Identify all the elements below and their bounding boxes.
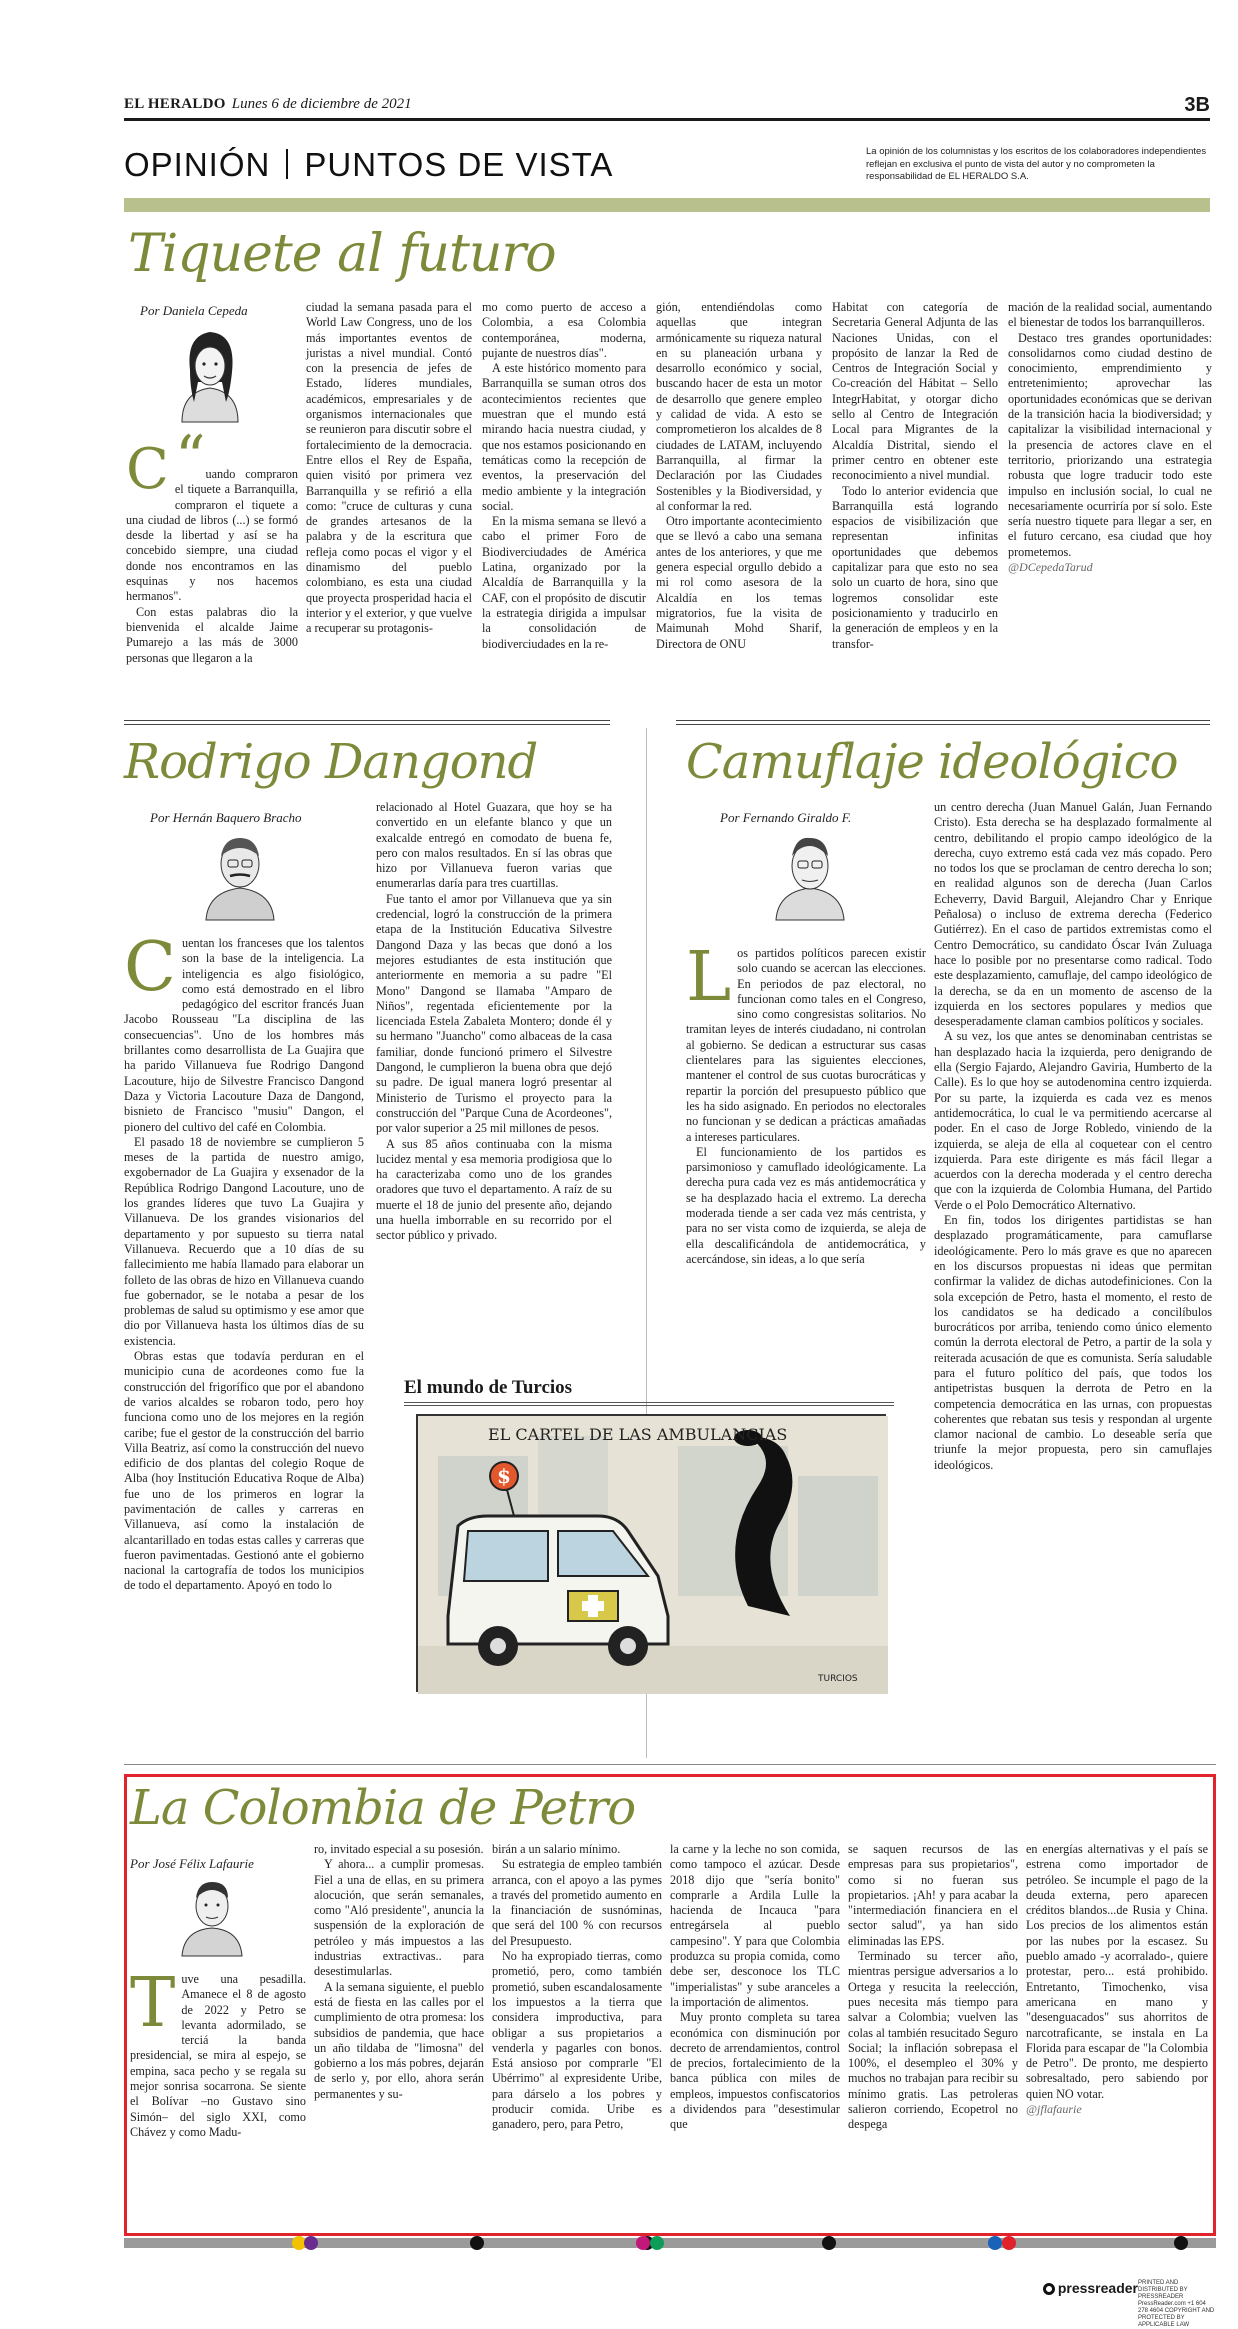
- article1-paragraph: Con estas palabras dio la bienvenida el alcalde Jaime Pumarejo a las más de 3000 personas que llegaron a la: [126, 604, 298, 665]
- article1-paragraph: mo como puerto de acceso a Colombia, a esa Colombia contemporánea, moderna, pujante de nuestros días".: [482, 300, 646, 360]
- registration-dot: [1174, 2236, 1188, 2250]
- article3-paragraph: os partidos políticos parecen existir solo cuando se acercan las elecciones. En periodos de paz electoral, no funcionan como tales en el Congreso, sino como congresistas solitarios. No tramitan leyes de interés ciudadano, ni controlan al gobierno. Se dedican a estructurar sus casas clientelares para las siguientes elecciones, mantener el control de sus cuotas burocráticas y repartir la porción del presupuesto público que les ha sido asignado. En periodos no electorales no funcionan y se dedican a prácticas amañadas a intereses particulares.: [686, 946, 926, 1144]
- article1-column-4: [656, 300, 822, 680]
- article3-paragraph: En fin, todos los dirigentes partidistas se han desplazado programáticamente, para camuflarse ideológicamente. Pero lo más grave es que no aparecen en los discursos propuestas ni ideas que permitan confirmar la validez de dichas autodefiniciones. Con la sola excepción de Petro, hasta el momento, el resto de los candidatos se ha dedicado a concilíbulos burocráticos por arriba, teniendo como único elemento común la derrota electoral de Petro, a partir de la sola y reiterada acusación de que es comunista. Sería saludable para el futuro político del país, que todos los antipetristas busquen la derrota de Petro en la competencia democrática en las urnas, con propuestas coherentes que rebatan sus tesis y respondan al urgente clamor nacional de cambio. Lo deseable sería que triunfe la mejor propuesta, pero sin camuflajes ideológicos.: [934, 1213, 1212, 1472]
- article3-column-2: [934, 800, 1212, 1760]
- article3-paragraph: El funcionamiento de los partidos es parsimonioso y camuflado ideológicamente. La derecha pura cada vez es más antidemocrática y se ha desplazado hacia el extremo. La derecha moderada tiende a ser cada vez más centrista, y para no ser vista como de izquierda, se aleja de ella descalificándola de antidemocrática, y acercándose, sin ideas, a lo que sería: [686, 1144, 926, 1266]
- article1-column-2: [306, 300, 472, 680]
- registration-dot: [988, 2236, 1002, 2250]
- article4-author-portrait: [176, 1872, 248, 1956]
- section-header: [124, 146, 613, 184]
- article4-paragraph: la carne y la leche no son comida, como tampoco el azúcar. Desde 2018 dijo que "sería bonito" comprarle a Ardila Lulle la hacienda de Incauca "para entregársela al pueblo campesino". Y para que Colombia produzca su propia comida, como debe ser, desconoce los TLC "imperialistas" y sube aranceles a la importación de alimentos.: [670, 1842, 840, 2009]
- article2-paragraph: uentan los franceses que los talentos son la base de la inteligencia. La inteligencia es algo fisiológico, como está demostrado en el libro pedagógico del escritor francés Juan Jacobo Rousseau "La disciplina de las consecuencias". Uno de los hombres más brillantes como desarrollista de La Guajira que ha parido Villanueva fue Rodrigo Dangond Lacouture, hijo de Silvestre Francisco Dangond Daza y Victoria Lacouture Daza de Dangond, bisnieto de Francisco "musiu" Dangon, el pionero del cultivo del café en Colombia.: [124, 936, 364, 1134]
- article1-title: Tiquete al futuro: [128, 224, 556, 284]
- cartoon-signature: TURCIOS: [818, 1674, 858, 1684]
- pressreader-icon: [1043, 2283, 1055, 2295]
- article1-paragraph: gión, entendiéndolas como aquellas que integran armónicamente su riqueza natural en su planeación urbana y desarrollo económico y social, buscando hacer de esta un motor de desarrollo que genere empleo y calidad de vida. A esto se comprometieron los alcaldes de 8 ciudades de LATAM, incluyendo Barranquilla, al firmar la Declaración por las Ciudades Sostenibles y la Biodiversidad, y al conformar la red.: [656, 300, 822, 513]
- article1-signature: @DCepedaTarud: [1008, 560, 1093, 575]
- separator-rule: [124, 720, 610, 725]
- article3-dropcap: L: [686, 938, 732, 1017]
- article2-author-portrait: [198, 826, 282, 920]
- article1-paragraph: Habitat con categoría de Secretaria General Adjunta de las Naciones Unidas, con el propósito de lanzar la Red de Centros de Integración Social y Co-creación del Hábitat – Sello IntegrHabitat, y otorgar dicho sello al Centro de Integración Local para Migrantes de la Alcaldía Distrital, siendo el primer centro en obtener este reconocimiento a nivel mundial.: [832, 300, 998, 483]
- article4-paragraph: No ha expropiado tierras, como prometió, pero, como también prometió, suben escandalosamente los impuestos a la tierra que considera improductiva, para obligar a sus propietarios a venderla y pagarles con bonos. Está ansioso por comprarle "El Ubérrimo" al expresidente Uribe, para dárselo a los pobres y producir comida. Uribe es ganadero, pero, para Petro,: [492, 1949, 662, 2132]
- article3-byline: Por Fernando Giraldo F.: [720, 810, 852, 825]
- print-registration-strip: [124, 2238, 1216, 2248]
- section-accent-bar: [124, 198, 1210, 212]
- article4-paragraph: birán a un salario mínimo.: [492, 1842, 621, 1856]
- separator-rule: [124, 1764, 1216, 1765]
- registration-dot: [470, 2236, 484, 2250]
- article2-column-2: [376, 800, 612, 1360]
- pressreader-brand: pressreader: [1057, 2280, 1138, 2296]
- section-subname: PUNTOS DE VISTA: [304, 146, 614, 183]
- article4-column-6: [1026, 1842, 1208, 2230]
- article1-paragraph: Todo lo anterior evidencia que Barranquilla está logrando espacios de visibilización que representan infinitas oportunidades que debemos capitalizar para que esto no sea solo un cuarto de hora, sino que logremos consolidar este posicionamiento y traducirlo en la generación de empleos y en la transfor-: [832, 483, 998, 651]
- cartoon-rule: [404, 1402, 894, 1406]
- pressreader-logo: [1043, 2280, 1138, 2296]
- quote-mark-icon: “: [174, 423, 206, 493]
- article1-paragraph: En la misma semana se llevó a cabo el primer Foro de Biodiverciudades de América Latina, organizado por la Alcaldía de Barranquilla y la CAF, con el propósito de discutir la estrategia dirigida a impulsar la consolidación de biodiverciudades en la re-: [482, 514, 646, 651]
- article4-column-1: [130, 1964, 306, 2230]
- article1-column-5: [832, 300, 998, 680]
- article1-column-3: [482, 300, 646, 680]
- disclaimer: La opinión de los columnistas y los escritos de los colaboradores independientes reflejan en exclusiva el punto de vista del autor y no comprometen la responsabilidad de EL HERALDO S.A.: [866, 146, 1207, 182]
- article4-column-5: [848, 1842, 1018, 2230]
- registration-dot: [304, 2236, 318, 2250]
- article3-title: Camuflaje ideológico: [686, 734, 1178, 790]
- issue-date: Lunes 6 de diciembre de 2021: [231, 96, 412, 112]
- article1-column-6: [1008, 300, 1212, 690]
- article1-author-portrait: [168, 322, 252, 422]
- article4-paragraph: Terminado su tercer año, mientras persigue adversarios a lo Ortega y resucita la reelección, pues necesita más tiempo para salvar a Colombia; vuelven las colas al también resucitado Seguro Social; la inflación sobrepasa el 100%, el desempleo el 30% y muchos no trabajan para recibir su mínimo gratis. Las petroleras salieron corriendo, Ecopetrol no despega: [848, 1949, 1018, 2132]
- registration-dot: [636, 2236, 650, 2250]
- section-name: OPINIÓN: [124, 146, 271, 183]
- masthead: [124, 96, 412, 113]
- article1-byline: Por Daniela Cepeda: [140, 303, 248, 318]
- cartoon-caption: EL CARTEL DE LAS AMBULANCIAS: [488, 1425, 788, 1444]
- article4-column-3: [492, 1842, 662, 2230]
- article2-paragraph: Obras estas que todavía perduran en el municipio cuna de acordeones como fue la construcción del frigorífico que por el abandono de varios alcaldes se robaron todo, pero hoy funciona como uno de los mejores en la región caribe; fue el gestor de la construcción del barrio Villa Beatriz, así como la construcción del nuevo edificio de dos plantas del colegio Roque de Alba (hoy Institución Educativa Roque de Alba) fue uno de los primeros en lograr la pavimentación de calles y carreras en Villanueva, así como la instalación de alcantarillado en todas estas calles y carreras que fueron pavimentadas. Gestionó ante el gobierno nacional la cartografía de todos los municipios de todo el departamento. Apoyó en todo lo: [124, 1349, 364, 1593]
- registration-dot: [1002, 2236, 1016, 2250]
- pressreader-note: PRINTED AND DISTRIBUTED BY PRESSREADER PressReader.com +1 604 278 4604 COPYRIGHT AND PROTECTED BY APPLICABLE LAW: [1138, 2280, 1215, 2328]
- article2-dropcap: C: [124, 928, 177, 1007]
- article2-paragraph: Fue tanto el amor por Villanueva que ya sin credencial, logró la construcción de la primera etapa de la Institución Educativa Silvestre Dangond Daza y las becas que donó a los mejores estudiantes de esta institución que anteriormente en memoria a su padre "El Mono" Dangond se llamaba "Amparo de Niños", regentada eficientemente por la licenciada Estela Zabaleta Montero; donde él y su hermano "Juancho" como albaceas de la casa familiar, donde funcionó primero el Silvestre Dangond, le cumplieron la buena obra que dejó su padre. De igual manera logró presentar al Ministerio de Turismo el proyecto para la construcción del "Parque Cuna de Acordeones", por valor superior a 25 mil millones de pesos.: [376, 891, 612, 1136]
- separator-rule: [676, 720, 1210, 725]
- paper-name: EL HERALDO: [124, 96, 226, 112]
- article4-paragraph: A la semana siguiente, el pueblo está de fiesta en las calles por el cumplimiento de otra promesa: los subsidios de pandemia, que hace un año tildaba de "limosna" del gobierno a los más pobres, dejarán de serlo y, por ello, ahora serán permanentes y su-: [314, 1979, 484, 2101]
- article2-paragraph: A sus 85 años continuaba con la misma lucidez mental y esa memoria prodigiosa que lo ha caracterizaba como uno de los grandes oradores que tuvo el departamento. A raíz de su muerte el 18 de junio del presente año, dejando una huella imborrable en su recorrido por el sector público y privado.: [376, 1136, 612, 1243]
- article2-paragraph: relacionado al Hotel Guazara, que hoy se ha convertido en un elefante blanco y que un exalcalde entregó en comodato de buena fe, pero con malos resultados. En sí las obras que hizo por Villanueva fueron varias que enumerarlas daría para tres cuartillas.: [376, 800, 612, 891]
- article1-paragraph: ciudad la semana pasada para el World Law Congress, uno de los más importantes eventos de juristas a nivel mundial. Contó con la presencia de jefes de Estado, líderes mundiales, académicos, empresariales y de organismos internacionales que se reunieron para discutir sobre el fortalecimiento de la democracia. Entre ellos el Rey de España, quien visitó por primera vez Barranquilla y se refirió a ella como: "cruce de culturas y cuna de grandes artesanos de la palabra y de la escritura que refleja como pocas el vigor y el dinamismo del pueblo colombiano, es esta una ciudad que proyecta prosperidad hacia el interior y el exterior, y que vuelve a recuperar su protagonis-: [306, 300, 472, 636]
- article4-paragraph: en energías alternativas y el país se estrena como importador de petróleo. Se incumple el pago de la deuda externa, pero aparecen créditos blandos...de Rusia y China. Los precios de los alimentos están por las nubes por la escasez. Su pueblo amado -y acorralado-, quiere protestar, pero... está prohibido. Entretanto, Timochenko, visa americana en mano y "desenguacados" sus ahorritos de narcotraficante, se instala en La Florida para escapar de "la Colombia de Petro". De pronto, me despierto sobresaltado, pero sabiendo por quien NO votar.: [1026, 1842, 1208, 2101]
- article1-paragraph: mación de la realidad social, aumentando el bienestar de todos los barranquilleros.: [1008, 300, 1212, 330]
- article4-column-4: [670, 1842, 840, 2230]
- article1-column-1: [126, 423, 298, 674]
- article2-paragraph: El pasado 18 de noviembre se cumplieron 5 meses de la partida de nuestro amigo, exgobernador de La Guajira y exsenador de la República Rodrigo Dangond Lacouture, uno de los grandes líderes que tuvo La Guajira y Villanueva. De los grandes visionarios del departamento y por supuesto su tierra natal Villanueva. Recuerdo que a 10 días de su fallecimiento me había llamado para elaborar un folleto de las obras de hizo en Villanueva cuando fue gobernador, se le notaba a pesar de los problemas de salud su optimismo y ese amor que dio por Villanueva hasta los últimos días de su existencia.: [124, 1134, 364, 1348]
- article2-column-1: [124, 928, 364, 1676]
- masthead-rule: [124, 118, 1210, 121]
- article4-column-2: [314, 1842, 484, 2230]
- article4-title: La Colombia de Petro: [130, 1780, 636, 1836]
- article2-byline: Por Hernán Baquero Bracho: [150, 810, 302, 825]
- dollar-sign-icon: $: [497, 1464, 511, 1488]
- article4-signature: @jflafaurie: [1026, 2102, 1082, 2117]
- article4-paragraph: Su estrategia de empleo también arranca, con el apoyo a las pymes a través del prometido aumento en la financiación de susnóminas, que será del 100 % con recursos del Presupuesto.: [492, 1857, 662, 1948]
- article4-paragraph: Y ahora... a cumplir promesas. Fiel a una de ellas, en su primera alocución, que serán semanales, como "Aló presidente", anuncia la suspensión de la exploración de petróleo y más impuestos a las industrias extractivas.. para desestimularlas.: [314, 1857, 484, 1979]
- registration-dot: [822, 2236, 836, 2250]
- article4-paragraph: uve una pesadilla. Amanece el 8 de agosto de 2022 y Petro se levanta adormilado, se terciá la banda presidencial, se mira al espejo, se empina, saca pecho y se regala su mejor sonrisa socarrona. Se siente el Bolívar –no Gustavo sino Simón– del siglo XXI, como Chávez y como Madu-: [130, 1972, 306, 2139]
- article4-paragraph: Muy pronto completa su tarea económica con disminución por decreto de arrendamientos, control de precios, fortalecimiento de la banca pública con miles de empleos, impuestos confiscatorios a dividendos para "desestimular que: [670, 2010, 840, 2132]
- article1-paragraph: Otro importante acontecimiento que se llevó a cabo una semana antes de los anteriores, y que me genera especial orgullo debido a mi rol como asesora de la Alcaldía en los temas migratorios, fue la visita de Maimunah Mohd Sharif, Directora de ONU: [656, 514, 822, 651]
- article4-dropcap: T: [130, 1964, 176, 2043]
- article3-paragraph: A su vez, los que antes se denominaban centristas se han desplazado hacia la izquierda, pero denigrando de ella (Sergio Fajardo, Alejandro Gaviria, Humberto de la Calle). Es lo que hoy se autodenomina centro izquierda. Por su parte, la izquierda es cada vez es menos antidemocrática, lo cual le va permitiendo acercarse al poder. En el caso de Jorge Robledo, viniendo de la izquierda, se aleja de ella al coquetear con el centro izquierda. Para este dirigente es más fácil llegar a acuerdos con la derecha moderada y el centro derecha que con la izquierda de Colombia Humana, del Partido Verde o el Polo Democrático Alternativo.: [934, 1029, 1212, 1212]
- article1-paragraph: Destaco tres grandes oportunidades: consolidarnos como ciudad destino de conocimiento, emprendimiento y entretenimiento; aprovechar las oportunidades económicas que se derivan de la transición hacia la biodiversidad; y capitalizar la visibilidad internacional y la presencia de actores clave en el territorio, priorizando una estrategia robusta que logre traducir todo este impulso en inclusión social, lo cual ne necesariamente ocurriría por sí solo. Este sería nuestro tiquete para llegar a ser, en el futuro cercano, esa ciudad que hoy prometemos.: [1008, 330, 1212, 559]
- registration-dot: [650, 2236, 664, 2250]
- article3-paragraph: un centro derecha (Juan Manuel Galán, Juan Fernando Cristo). Esta derecha se ha desplazado formalmente al centro, debilitando el propio campo ideológico de la derecha, cuyo extremo está cada vez más copado. Pero no todos los que se proclaman de centro derecha lo son; en realidad algunos son de derecha (Juan Carlos Echeverry, David Barguil, Alejandro Char y Enrique Peñalosa) o incluso de extrema derecha (Federico Gutiérrez). En el caso de partidos extremistas como el Centro Democrático, su candidato Óscar Iván Zuluaga hace lo posible por no presentarse como radical. Todo este desplazamiento, camuflaje, del campo ideológico de la derecha, se da en un momento de ascenso de la izquierda en los sectores populares y medios que desesperadamente claman cambios políticos y sociales.: [934, 800, 1212, 1029]
- article4-byline: Por José Félix Lafaurie: [130, 1856, 254, 1871]
- section-divider: [286, 149, 288, 179]
- cartoon-section-title: El mundo de Turcios: [404, 1377, 573, 1398]
- article1-quote-initial: C: [126, 437, 169, 502]
- article4-paragraph: ro, invitado especial a su posesión.: [314, 1842, 484, 1856]
- article1-quote: uando compraron el tiquete a Barranquilla, compraron el tiquete a una ciudad de libros (...) se formó desde la libertad y así se ha concebido siempre, una ciudad donde nos encontramos en las esquinas y nos hacemos hermanos".: [126, 467, 298, 604]
- article1-paragraph: A este histórico momento para Barranquilla se suman otros dos acontecimientos recientes que muestran que el mundo está mirando hacia nuestra ciudad, y que nos estamos posicionando en temáticas como la recepción de eventos, la preservación del medio ambiente y la integración social.: [482, 361, 646, 513]
- article2-title: Rodrigo Dangond: [124, 734, 538, 790]
- page-number: 3B: [1184, 94, 1210, 116]
- article3-column-1: [686, 938, 926, 1366]
- cartoon-illustration: [416, 1414, 886, 1692]
- article4-paragraph: se saquen recursos de las empresas para sus propietarios", como si no fueran sus propietarios. ¡Ah! y para acabar la "intermediación financiera en el sector salud", ya han sido eliminadas las EPS.: [848, 1842, 1018, 1948]
- article3-author-portrait: [768, 826, 852, 920]
